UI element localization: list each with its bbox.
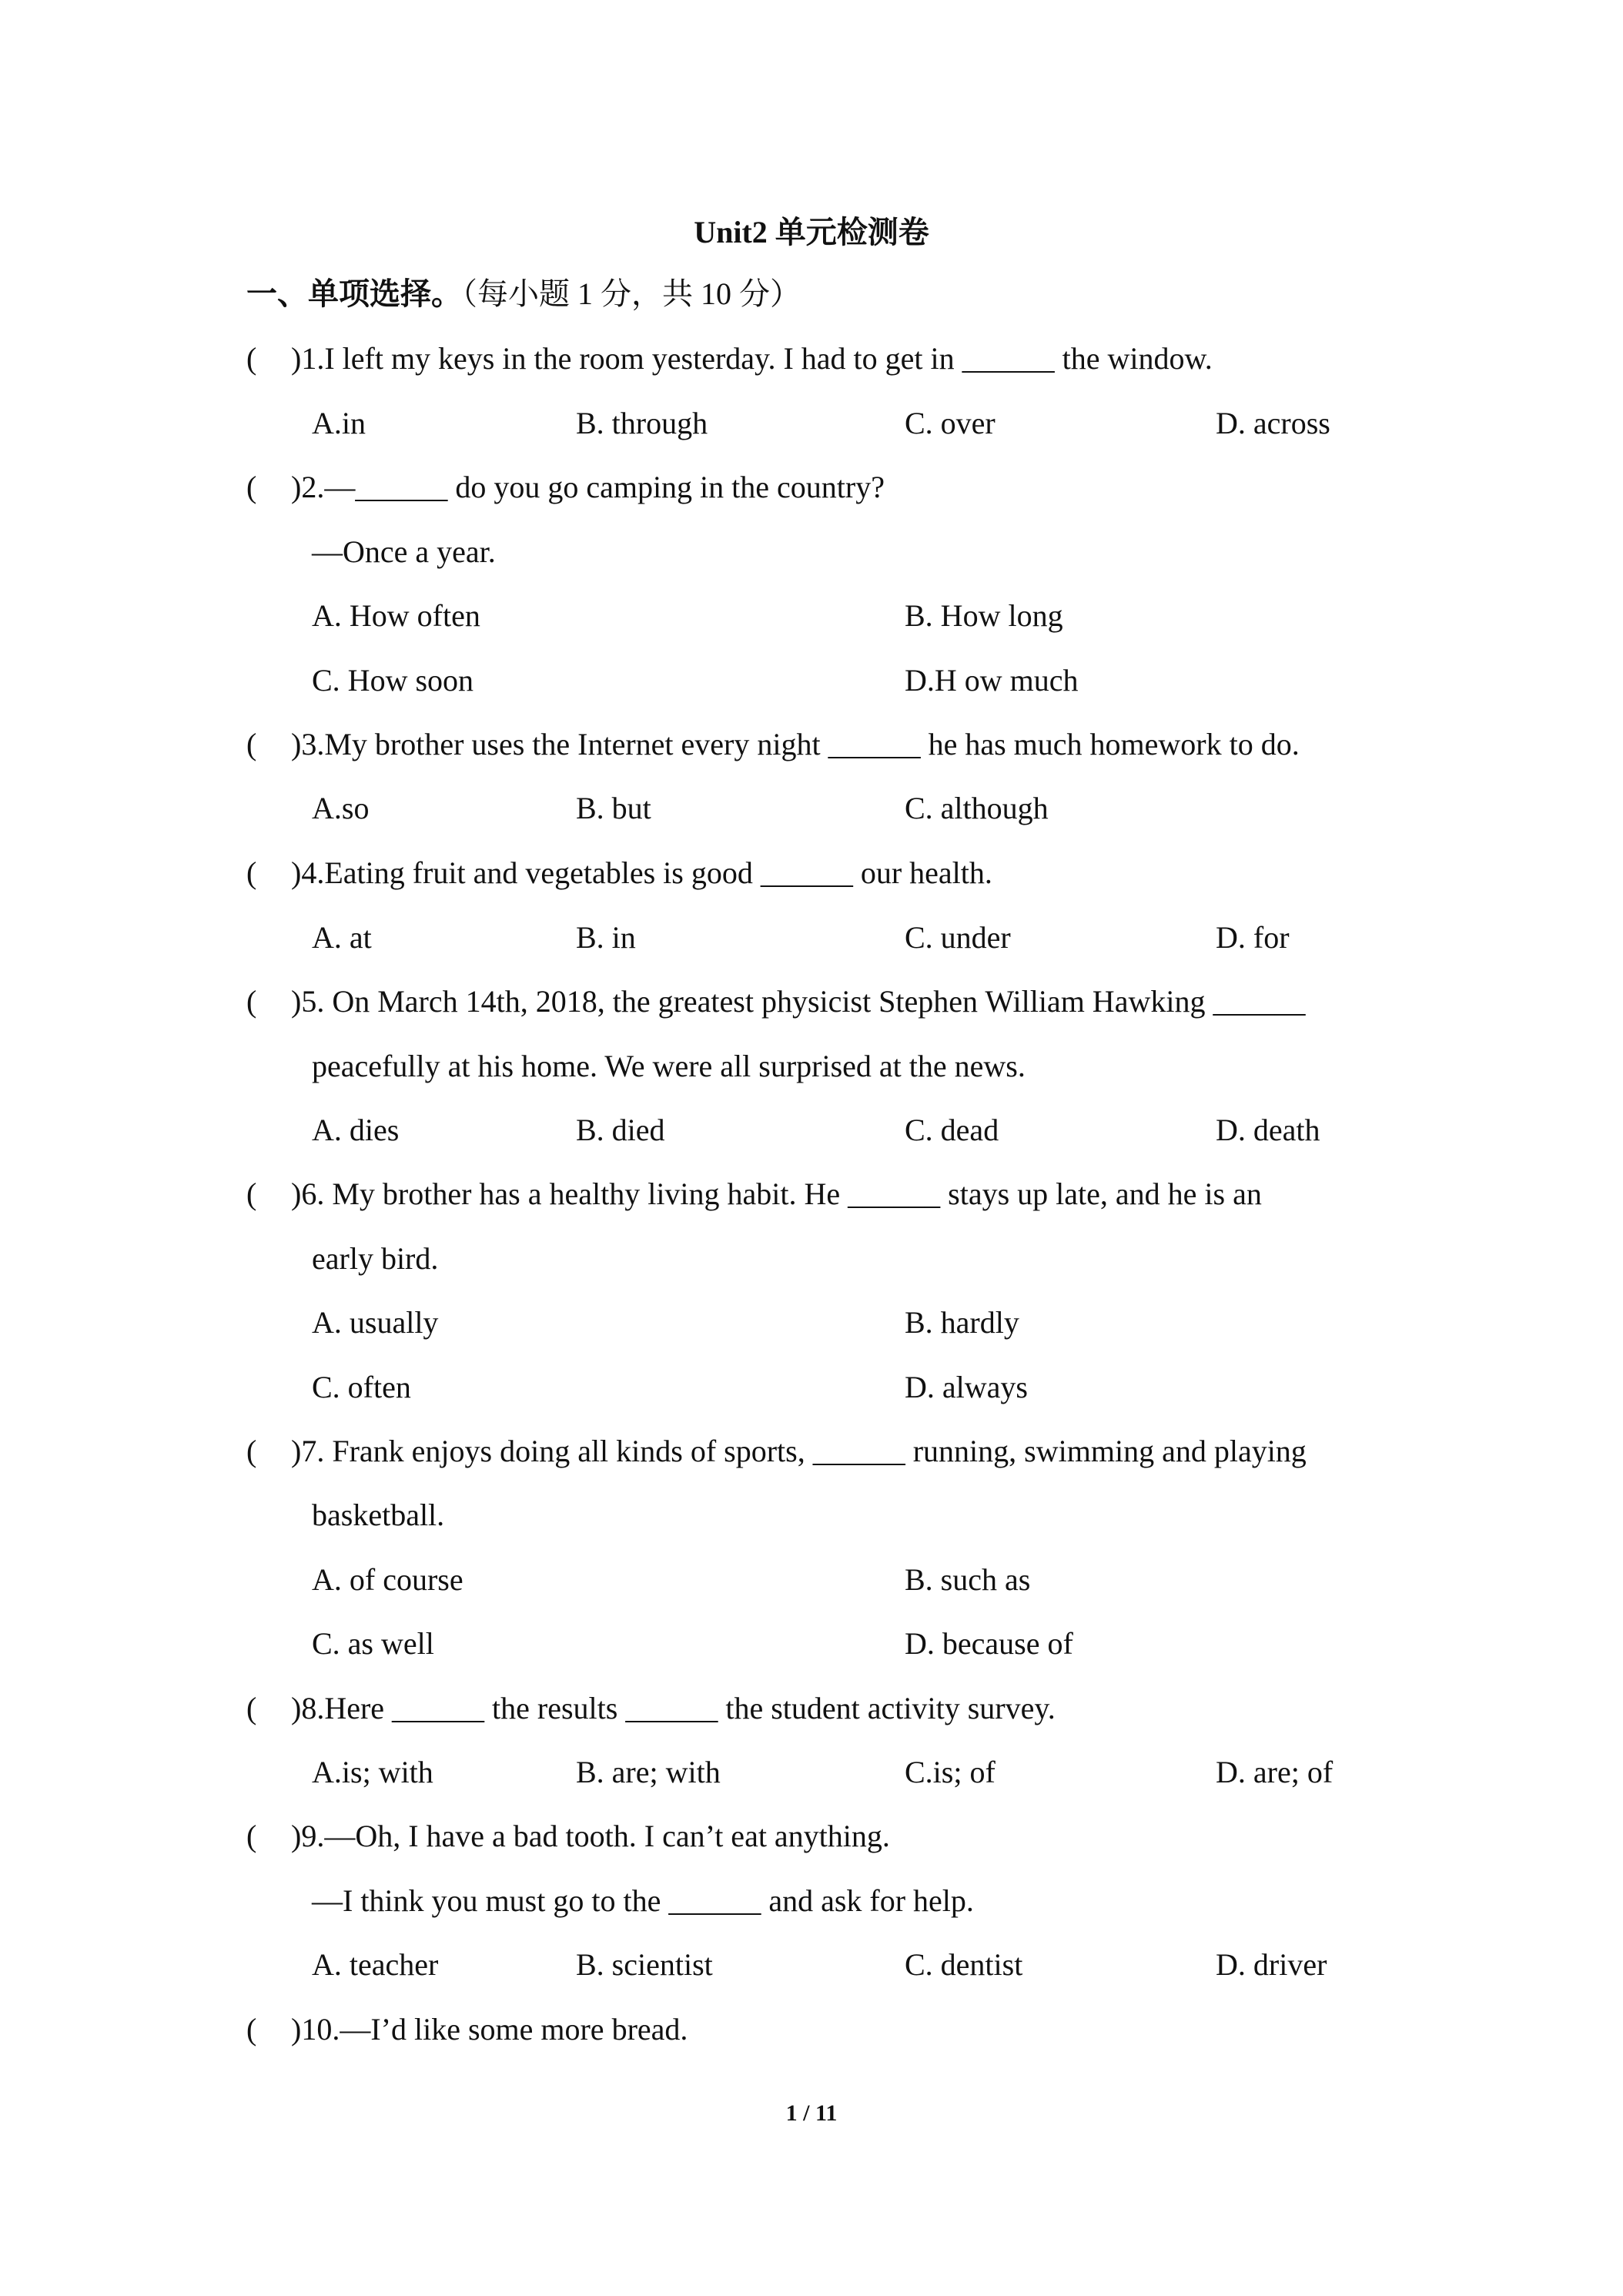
option-c: C.is; of [905, 1755, 996, 1789]
option-b: B. but [576, 791, 651, 825]
question-stem: )8.Here ______ the results ______ the student activity survey. [291, 1691, 1056, 1725]
option-b: B. through [576, 406, 708, 440]
answer-blank-1: ( [246, 341, 257, 376]
option-a: A.so [312, 791, 370, 825]
option-a: A. teacher [312, 1947, 439, 1982]
option-d: D. driver [1216, 1947, 1327, 1982]
question-stem-continued: peacefully at his home. We were all surprised at the news. [312, 1049, 1026, 1083]
question-stem-continued: basketball. [312, 1498, 445, 1532]
option-d: D. death [1216, 1113, 1320, 1147]
question-stem: )10.—I’d like some more bread. [291, 2012, 688, 2047]
question-stem: )7. Frank enjoys doing all kinds of sports, ______ running, swimming and playing [291, 1434, 1307, 1468]
option-b: B. such as [905, 1562, 1031, 1597]
question-stem: )4.Eating fruit and vegetables is good ______ our health. [291, 855, 992, 890]
option-b: B. died [576, 1113, 665, 1147]
question-stem: )3.My brother uses the Internet every night ______ he has much homework to do. [291, 727, 1300, 761]
option-a: A. How often [312, 598, 480, 633]
question-response: —I think you must go to the ______ and ask for help. [312, 1883, 974, 1918]
option-d: D.H ow much [905, 663, 1079, 698]
option-c: C. How soon [312, 663, 474, 698]
option-c: C. dentist [905, 1947, 1023, 1982]
option-c: C. although [905, 791, 1049, 825]
option-d: D. are; of [1216, 1755, 1334, 1789]
answer-blank-8: ( [246, 1691, 257, 1725]
option-a: A. of course [312, 1562, 463, 1597]
page-indicator: 1 / 11 [785, 2100, 838, 2126]
answer-blank-9: ( [246, 1819, 257, 1853]
question-stem: )1.I left my keys in the room yesterday. I had to get in ______ the window. [291, 341, 1213, 376]
question-stem: )2.—______ do you go camping in the country? [291, 470, 885, 504]
option-d: D. because of [905, 1626, 1073, 1661]
option-b: B. are; with [576, 1755, 721, 1789]
option-c: C. as well [312, 1626, 434, 1661]
option-a: A.is; with [312, 1755, 433, 1789]
section-heading-note: （每小题 1 分，共 10 分） [462, 276, 801, 311]
question-stem: )6. My brother has a healthy living habit. He ______ stays up late, and he is an [291, 1176, 1262, 1211]
answer-blank-3: ( [246, 727, 257, 761]
option-a: A. usually [312, 1305, 439, 1340]
option-d: D. across [1216, 406, 1330, 440]
option-b: B. How long [905, 598, 1063, 633]
option-a: A.in [312, 406, 366, 440]
answer-blank-10: ( [246, 2012, 257, 2047]
option-c: C. dead [905, 1113, 999, 1147]
option-b: B. in [576, 920, 636, 955]
answer-blank-5: ( [246, 984, 257, 1019]
question-response: —Once a year. [312, 534, 496, 569]
section-heading-label: 一、单项选择。 [246, 276, 462, 311]
option-c: C. under [905, 920, 1011, 955]
answer-blank-6: ( [246, 1176, 257, 1211]
answer-blank-4: ( [246, 855, 257, 890]
option-a: A. at [312, 920, 372, 955]
option-b: B. hardly [905, 1305, 1019, 1340]
question-stem: )9.—Oh, I have a bad tooth. I can’t eat anything. [291, 1819, 890, 1853]
option-c: C. often [312, 1370, 411, 1404]
option-b: B. scientist [576, 1947, 713, 1982]
answer-blank-7: ( [246, 1434, 257, 1468]
answer-blank-2: ( [246, 470, 257, 504]
question-stem-continued: early bird. [312, 1241, 439, 1276]
question-stem: )5. On March 14th, 2018, the greatest physicist Stephen William Hawking ______ [291, 984, 1306, 1019]
option-c: C. over [905, 406, 996, 440]
page-title: Unit2 单元检测卷 [694, 215, 929, 249]
option-d: D. always [905, 1370, 1028, 1404]
option-d: D. for [1216, 920, 1290, 955]
option-a: A. dies [312, 1113, 400, 1147]
section-heading [246, 273, 801, 316]
